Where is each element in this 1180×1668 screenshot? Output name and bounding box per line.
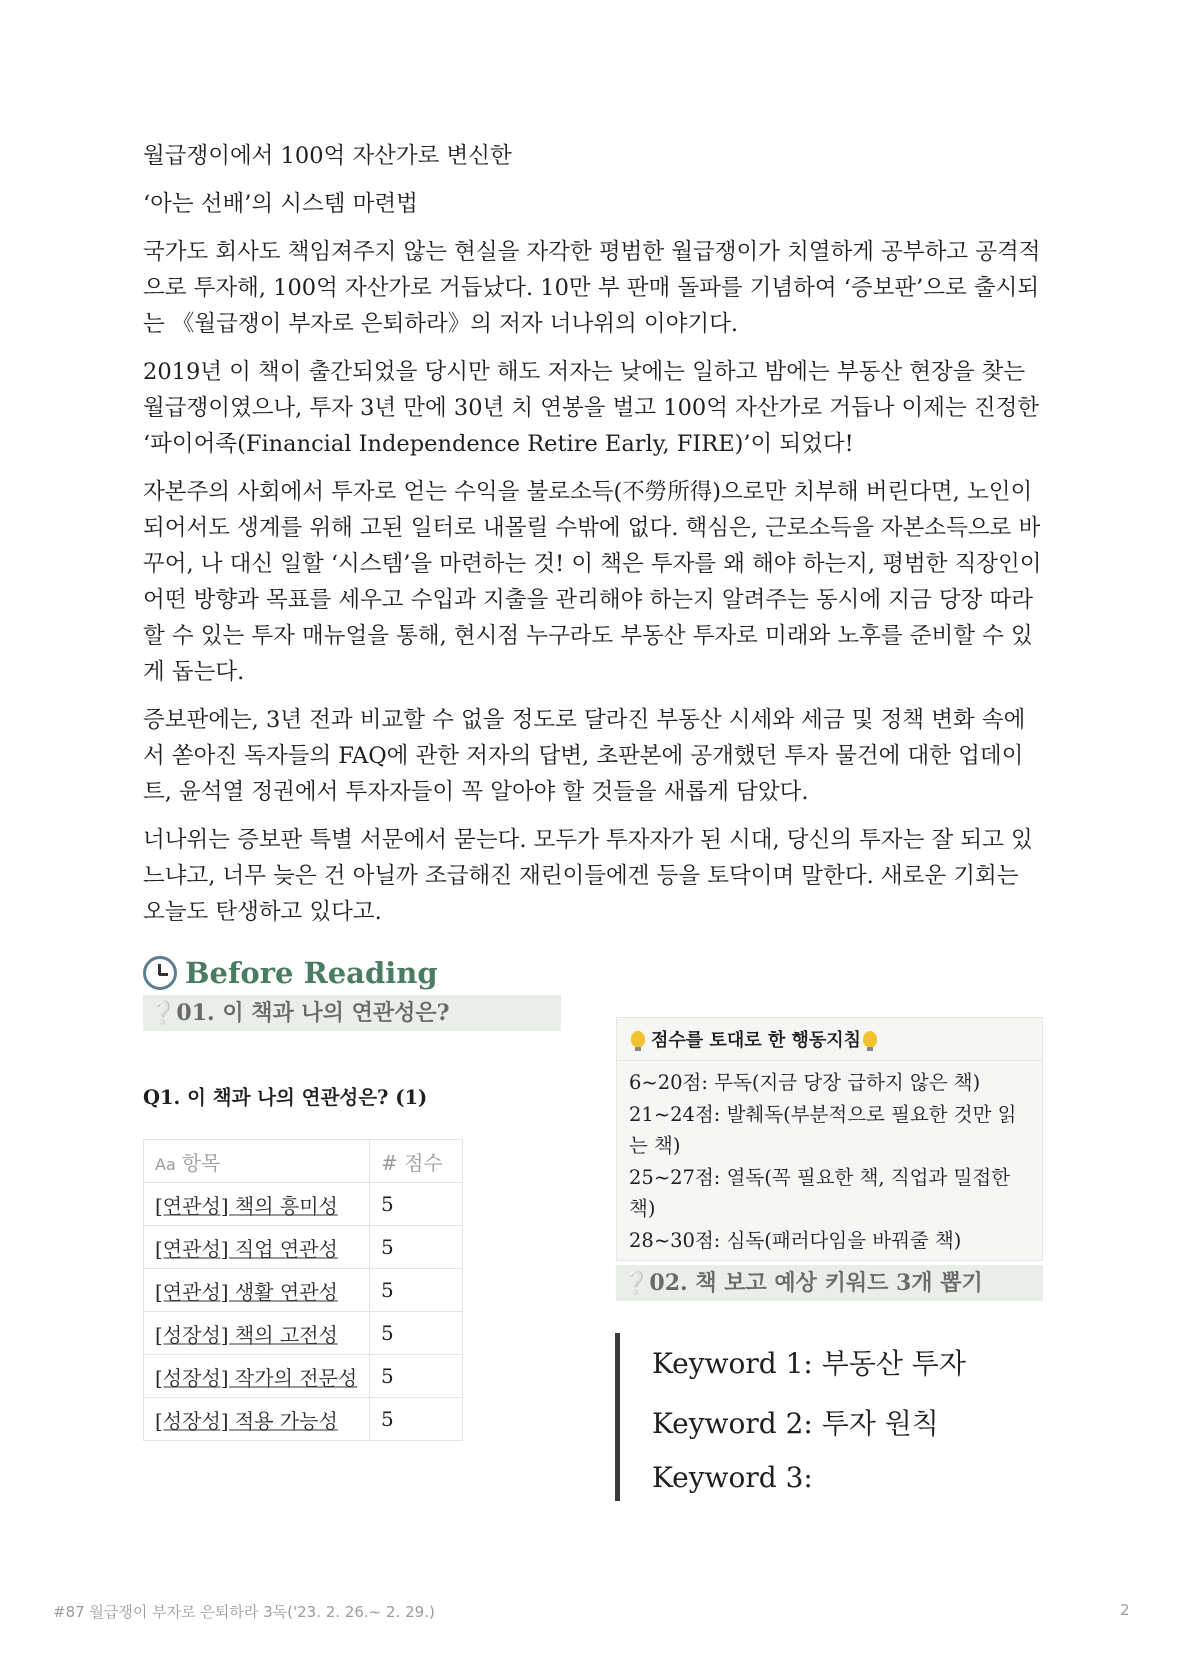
row-item[interactable] <box>144 1269 370 1312</box>
number-property-icon: # <box>381 1150 398 1175</box>
question-mark-icon: ❔ <box>149 1000 177 1026</box>
question-01-title: 01. 이 책과 나의 연관성은? <box>176 1000 450 1026</box>
column-header-score: # 점수 <box>370 1140 463 1183</box>
intro-paragraph: 너나위는 증보판 특별 서문에서 묻는다. 모두가 투자자가 된 시대, 당신의 투자는 잘 되고 있느냐고, 너무 늦은 건 아닐까 조급해진 재린이들에겐 등을 토닥이며 말한다. 새로운 기회는 오늘도 탄생하고 있다고. <box>143 827 1033 925</box>
table-row[interactable] <box>144 1398 463 1441</box>
row-item-link[interactable]: [성장성] 적용 가능성 <box>155 1408 338 1433</box>
row-score: 5 <box>370 1183 463 1226</box>
row-item-link[interactable]: [성장성] 작가의 전문성 <box>155 1365 358 1390</box>
row-score: 5 <box>370 1312 463 1355</box>
row-item-link[interactable]: [연관성] 직업 연관성 <box>155 1236 338 1261</box>
guide-header <box>617 1018 1042 1061</box>
guide-line: 25~27점: 열독(꼭 필요한 책, 직업과 밀접한 책) <box>629 1165 1011 1220</box>
row-item[interactable] <box>144 1355 370 1398</box>
guide-body <box>617 1061 1042 1256</box>
section-heading <box>143 956 438 990</box>
row-item[interactable] <box>144 1312 370 1355</box>
keyword-3: Keyword 3: <box>652 1461 813 1494</box>
question-02-title: 02. 책 보고 예상 키워드 3개 뽑기 <box>649 1270 983 1296</box>
table-row[interactable] <box>144 1183 463 1226</box>
question-mark-icon: ❔ <box>622 1270 650 1296</box>
table-row[interactable] <box>144 1312 463 1355</box>
clock-icon <box>143 956 177 990</box>
row-item-link[interactable]: [연관성] 책의 흥미성 <box>155 1193 338 1218</box>
guide-line: 6~20점: 무독(지금 당장 급하지 않은 책) <box>629 1071 981 1094</box>
row-item[interactable] <box>144 1183 370 1226</box>
q1-label: Q1. 이 책과 나의 연관성은? (1) <box>143 1086 428 1109</box>
action-guide-callout <box>616 1017 1043 1261</box>
footer-title: #87 월급쟁이 부자로 은퇴하라 3독('23. 2. 26.~ 2. 29.) <box>53 1603 435 1621</box>
table-row[interactable] <box>144 1269 463 1312</box>
intro-paragraph: 증보판에는, 3년 전과 비교할 수 없을 정도로 달라진 부동산 시세와 세금 및 정책 변화 속에서 쏟아진 독자들의 FAQ에 관한 저자의 답변, 초판본에 공개했던 투자 물건에 대한 업데이트, 윤석열 정권에서 투자자들이 꼭 알아야 할 것들을 새롭게 담았다. <box>143 707 1026 805</box>
row-item[interactable] <box>144 1398 370 1441</box>
row-score: 5 <box>370 1398 463 1441</box>
row-item-link[interactable]: [연관성] 생활 연관성 <box>155 1279 338 1304</box>
table-row[interactable] <box>144 1355 463 1398</box>
guide-title: 점수를 토대로 한 행동지침 <box>651 1030 862 1051</box>
column-header-item: Aa 항목 <box>144 1140 370 1183</box>
row-item-link[interactable]: [성장성] 책의 고전성 <box>155 1322 338 1347</box>
table-row[interactable] <box>144 1226 463 1269</box>
page-number: 2 <box>1120 1601 1130 1619</box>
table-header <box>144 1140 463 1183</box>
row-score: 5 <box>370 1226 463 1269</box>
keyword-1: Keyword 1: 부동산 투자 <box>652 1347 966 1380</box>
lightbulb-icon <box>631 1031 645 1047</box>
question-01-heading <box>143 995 561 1031</box>
row-score: 5 <box>370 1355 463 1398</box>
lightbulb-icon <box>863 1031 877 1047</box>
row-item[interactable] <box>144 1226 370 1269</box>
score-table <box>143 1139 463 1441</box>
row-score: 5 <box>370 1269 463 1312</box>
text-property-icon: Aa <box>155 1154 176 1174</box>
intro-paragraph: 국가도 회사도 책임져주지 않는 현실을 자각한 평범한 월급쟁이가 치열하게 공부하고 공격적으로 투자해, 100억 자산가로 거듭났다. 10만 부 판매 돌파를 기념하여 ‘증보판’으로 출시되는 《월급쟁이 부자로 은퇴하라》의 저자 너나위의 이야기다. <box>143 239 1041 337</box>
intro-paragraph: 자본주의 사회에서 투자로 얻는 수익을 불로소득(不勞所得)으로만 치부해 버린다면, 노인이 되어서도 생계를 위해 고된 일터로 내몰릴 수밖에 없다. 핵심은, 근로소득을 자본소득으로 바꾸어, 나 대신 일할 ‘시스템’을 마련하는 것! 이 책은 투자를 왜 해야 하는지, 평범한 직장인이 어떤 방향과 목표를 세우고 수입과 지출을 관리해야 하는지 알려주는 동시에 지금 당장 따라 할 수 있는 투자 매뉴얼을 통해, 현시점 누구라도 부동산 투자로 미래와 노후를 준비할 수 있게 돕는다. <box>143 479 1042 685</box>
intro-paragraph: ‘아는 선배’의 시스템 마련법 <box>143 191 418 217</box>
book-intro <box>143 138 1043 942</box>
keyword-2: Keyword 2: 투자 원칙 <box>652 1407 939 1440</box>
guide-line: 28~30점: 심독(패러다임을 바꿔줄 책) <box>629 1228 962 1252</box>
section-title: Before Reading <box>185 956 438 990</box>
intro-paragraph: 월급쟁이에서 100억 자산가로 변신한 <box>143 143 512 169</box>
keyword-quote <box>615 1333 1040 1501</box>
question-02-heading <box>616 1265 1043 1301</box>
intro-paragraph: 2019년 이 책이 출간되었을 당시만 해도 저자는 낮에는 일하고 밤에는 부동산 현장을 찾는 월급쟁이였으나, 투자 3년 만에 30년 치 연봉을 벌고 100억 자산가로 거듭나 이제는 진정한 ‘파이어족(Financial Independence Retire Early, FIRE)’이 되었다! <box>143 359 1040 457</box>
guide-line: 21~24점: 발췌독(부분적으로 필요한 것만 읽는 책) <box>629 1102 1017 1157</box>
